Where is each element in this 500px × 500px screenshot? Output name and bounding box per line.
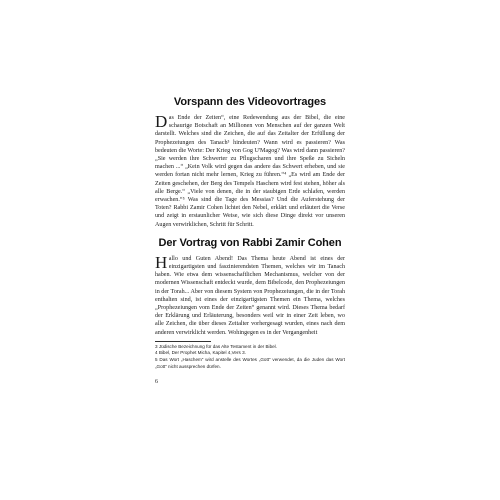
preface-paragraph [155,114,345,229]
document-page [155,96,345,385]
footnote-5: 5 Das Wort „Haschem“ wird anstelle des Wortes „Gott“ verwendet, da die Juden das Wort „Gott“ nicht aussprechen dürfen. [155,357,345,369]
section-heading-lecture: Der Vortrag von Rabbi Zamir Cohen [158,236,342,249]
footnote-divider [155,341,211,342]
lecture-text: allo und Guten Abend! Das Thema heute Abend ist eines der einzigartigsten und faszinierendsten Themen, welches wir im Tanach haben. Wie etwa dem wissenschaftlichen Mechanismus, welcher von der modernen Wissenschaft entdeckt wurde, dem Bibelcode, den Prophezeiungen in der Torah... Aber von diesem System von Prophezeiungen, die in der Torah enthalten sind, ist eines der einzigartigsten Themen ein Thema, welches „Prophezeiungen vom Ende der Zeiten“ genannt wird. Dieses Thema bedarf der Erklärung und Erläuterung, besonders weil wir in einer Zeit leben, wo alle Zeichen, die über dieses Zeitalter vorhergesagt wurden, eines nach dem anderen verwirklicht werden. Wohingegen es in der Vergangenheit [155,255,345,336]
preface-text: as Ende der Zeiten“, eine Redewendung aus der Bibel, die eine schaurige Botschaft an Millionen von Menschen auf der ganzen Welt darstellt. Welches sind die Zeichen, die auf das Zeitalter der Erfüllung der Prophezeiungen des Tanach³ hindeuten? Wann wird es passieren? Was bedeuten die Worte: Der Krieg von Gog U'Magog? Was wird dann passieren? „Sie werden ihre Schwerter zu Pflugscharen und ihre Speße zu Sicheln machen ...“ „Kein Volk wird gegen das andere das Schwert erheben, und sie werden fortan nicht mehr lernen, Krieg zu führen.“⁴ „Es wird am Ende der Zeiten geschehen, der Berg des Tempels Haschem wird fest stehen, höher als alle Berge.“ „Viele von denen, die in der staubigen Erde schlafen, werden erwachen.“⁵ Was sind die Tage des Messias? Und die Auferstehung der Toten? Rabbi Zamir Cohen lichtet den Nebel, erklärt und erläutert die Verse und zeigt in erstaunlicher Weise, wie sich diese Dinge direkt vor unseren Augen verwirklichen, Schritt für Schritt. [155,115,345,228]
page-number: 6 [155,379,158,386]
footnote-3: 3 Jüdische Bezeichnung für das Alte Testament in der Bibel. [155,343,277,349]
footnote-4: 4 Bibel, Der Prophet Micha, Kapitel 4,Vers 3. [155,350,246,356]
dropcap-d: D [155,112,168,131]
lecture-paragraph [155,252,345,337]
dropcap-h: H [155,252,168,272]
section-heading-preface: Vorspann des Videovortrages [173,96,327,108]
